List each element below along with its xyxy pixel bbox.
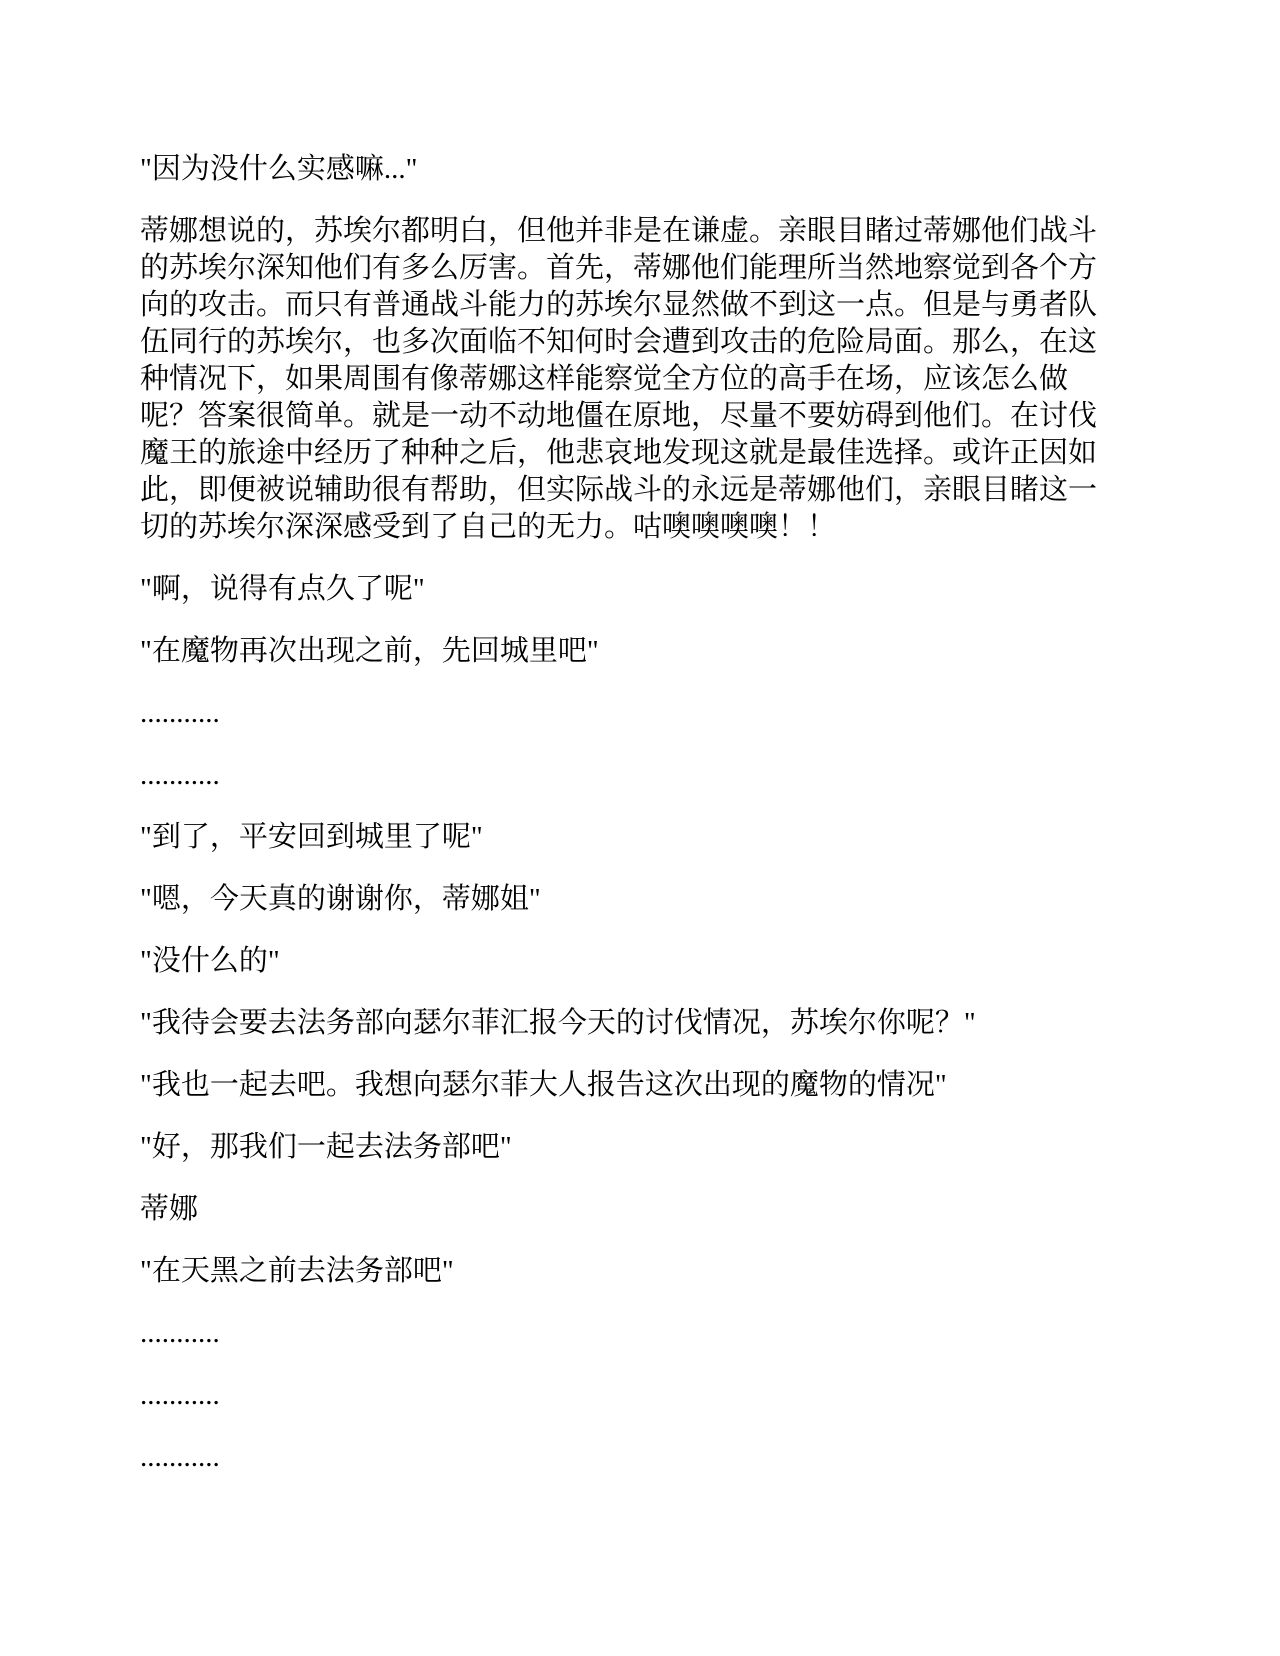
ellipsis-line: ........... — [140, 1317, 220, 1349]
dialogue-line: "到了，平安回到城里了呢" — [140, 821, 483, 853]
ellipsis-line: ........... — [140, 1379, 220, 1411]
dialogue-line: "我也一起去吧。我想向瑟尔菲大人报告这次出现的魔物的情况" — [140, 1069, 947, 1101]
dialogue-line: "在魔物再次出现之前，先回城里吧" — [140, 635, 599, 667]
text-content — [140, 151, 1125, 1501]
dialogue-line: "好，那我们一起去法务部吧" — [140, 1131, 512, 1163]
ellipsis-line: ........... — [140, 697, 220, 729]
speaker-name: 蒂娜 — [140, 1193, 199, 1225]
narration-paragraph: 蒂娜想说的，苏埃尔都明白，但他并非是在谦虚。亲眼目睹过蒂娜他们战斗的苏埃尔深知他们有多么厉害。首先，蒂娜他们能理所当然地察觉到各个方向的攻击。而只有普通战斗能力的苏埃尔显然做不到这一点。但是与勇者队伍同行的苏埃尔，也多次面临不知何时会遭到攻击的危险局面。那么，在这种情况下，如果周围有像蒂娜这样能察觉全方位的高手在场，应该怎么做呢？答案很简单。就是一动不动地僵在原地，尽量不要妨碍到他们。在讨伐魔王的旅途中经历了种种之后，他悲哀地发现这就是最佳选择。或许正因如此，即便被说辅助很有帮助，但实际战斗的永远是蒂娜他们，亲眼目睹这一切的苏埃尔深深感受到了自己的无力。咕噢噢噢噢！！ — [140, 215, 1098, 543]
dialogue-line: "啊，说得有点久了呢" — [140, 573, 425, 605]
dialogue-line: "我待会要去法务部向瑟尔菲汇报今天的讨伐情况，苏埃尔你呢？" — [140, 1007, 976, 1039]
ellipsis-line: ........... — [140, 759, 220, 791]
dialogue-line: "因为没什么实感嘛..." — [140, 153, 418, 185]
ellipsis-line: ........... — [140, 1441, 220, 1473]
dialogue-line: "嗯，今天真的谢谢你，蒂娜姐" — [140, 883, 541, 915]
dialogue-line: "没什么的" — [140, 945, 280, 977]
dialogue-line: "在天黑之前去法务部吧" — [140, 1255, 454, 1287]
